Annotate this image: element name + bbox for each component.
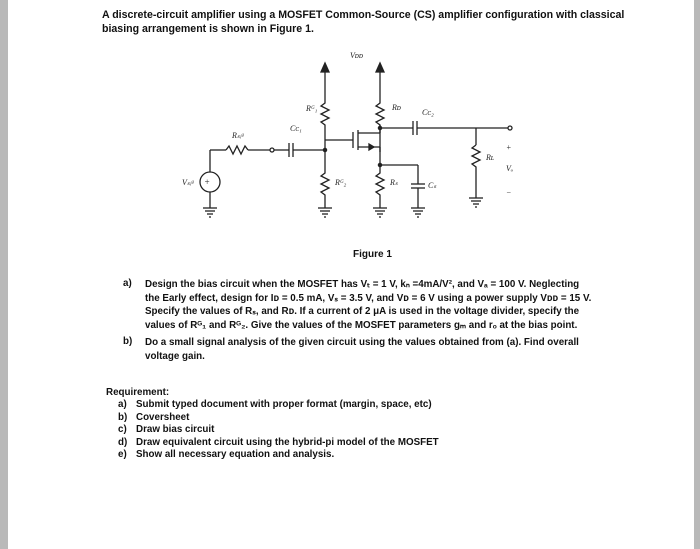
mosfet-arrow-icon [369,144,374,150]
label-cc1: Cᴄ₁ [290,124,302,133]
list-item-text: Coversheet [136,411,190,423]
list-item [118,399,439,412]
rl-resistor [472,145,480,185]
label-rs: Rₛ [390,178,398,187]
label-cs: Cₛ [428,181,437,190]
list-item-text: Show all necessary equation and analysis. [136,449,335,461]
rs-resistor [376,170,384,208]
label-cc2: Cᴄ₂ [422,108,434,117]
list-item [118,412,439,425]
question-a [123,278,623,332]
label-output-minus: − [506,188,512,197]
label-output-plus: + [506,143,512,152]
list-item-text: Draw bias circuit [136,424,215,436]
label-vdd: Vᴅᴅ [350,51,364,60]
question-a-line: Specify the values of Rₛ, and Rᴅ. If a current of 2 μA is used in the voltage divider, specify the [145,306,580,318]
list-item [118,424,439,437]
list-item [118,437,439,450]
list-item-text: Draw equivalent circuit using the hybrid-pi model of the MOSFET [136,436,439,448]
question-b [123,336,623,363]
list-item-label: e) [118,449,127,461]
question-list [123,278,623,368]
problem-statement-line-2: biasing arrangement is shown in Figure 1. [102,23,314,35]
vdd-arrow-left-icon [321,63,329,72]
list-item-text: Submit typed document with proper format (margin, space, etc) [136,399,432,410]
requirements-section [106,386,439,462]
label-rg1: Rᴳ₁ [306,104,318,113]
rg2-resistor [321,170,329,208]
question-label: b) [123,336,133,348]
list-item-label: a) [118,399,127,410]
list-item-label: c) [118,424,127,436]
requirements-list [106,399,439,462]
label-source-plus: + [204,177,211,187]
question-a-line: Design the bias circuit when the MOSFET has Vₜ = 1 V, kₙ =4mA/V², and Vₐ = 100 V. Neglecting [145,279,580,290]
requirements-heading: Requirement: [106,387,170,398]
question-b-line: voltage gain. [145,350,205,362]
label-vsig: Vₛᵢᵍ [182,178,194,187]
label-rsig: Rₛᵢᵍ [232,131,244,140]
list-item [118,449,439,462]
label-rd: Rᴅ [392,103,401,112]
list-item-label: b) [118,411,128,423]
question-a-line: the Early effect, design for Iᴅ = 0.5 mA, Vₛ = 3.5 V, and Vᴅ = 6 V using a power supply Vᴅᴅ = 15 V. [145,292,592,304]
vdd-arrow-right-icon [376,63,384,72]
rsig-resistor [226,146,248,154]
figure-caption: Figure 1 [353,249,392,260]
document-page [8,0,694,549]
label-vo: Vₒ [506,164,514,173]
rg1-resistor [321,100,329,140]
question-a-line: values of Rᴳ₁ and Rᴳ₂. Give the values of the MOSFET parameters gₘ and rₒ at the bias point. [145,319,578,331]
label-rg2: Rᴳ₂ [335,178,347,187]
list-item-label: d) [118,436,128,448]
label-rl: Rʟ [486,153,495,162]
question-b-line: Do a small signal analysis of the given circuit using the values obtained from (a). Find overall [145,337,579,349]
question-label: a) [123,278,132,289]
circuit-diagram [8,0,694,260]
problem-statement-line-1: A discrete-circuit amplifier using a MOSFET Common-Source (CS) amplifier configuration with classical [102,9,625,21]
